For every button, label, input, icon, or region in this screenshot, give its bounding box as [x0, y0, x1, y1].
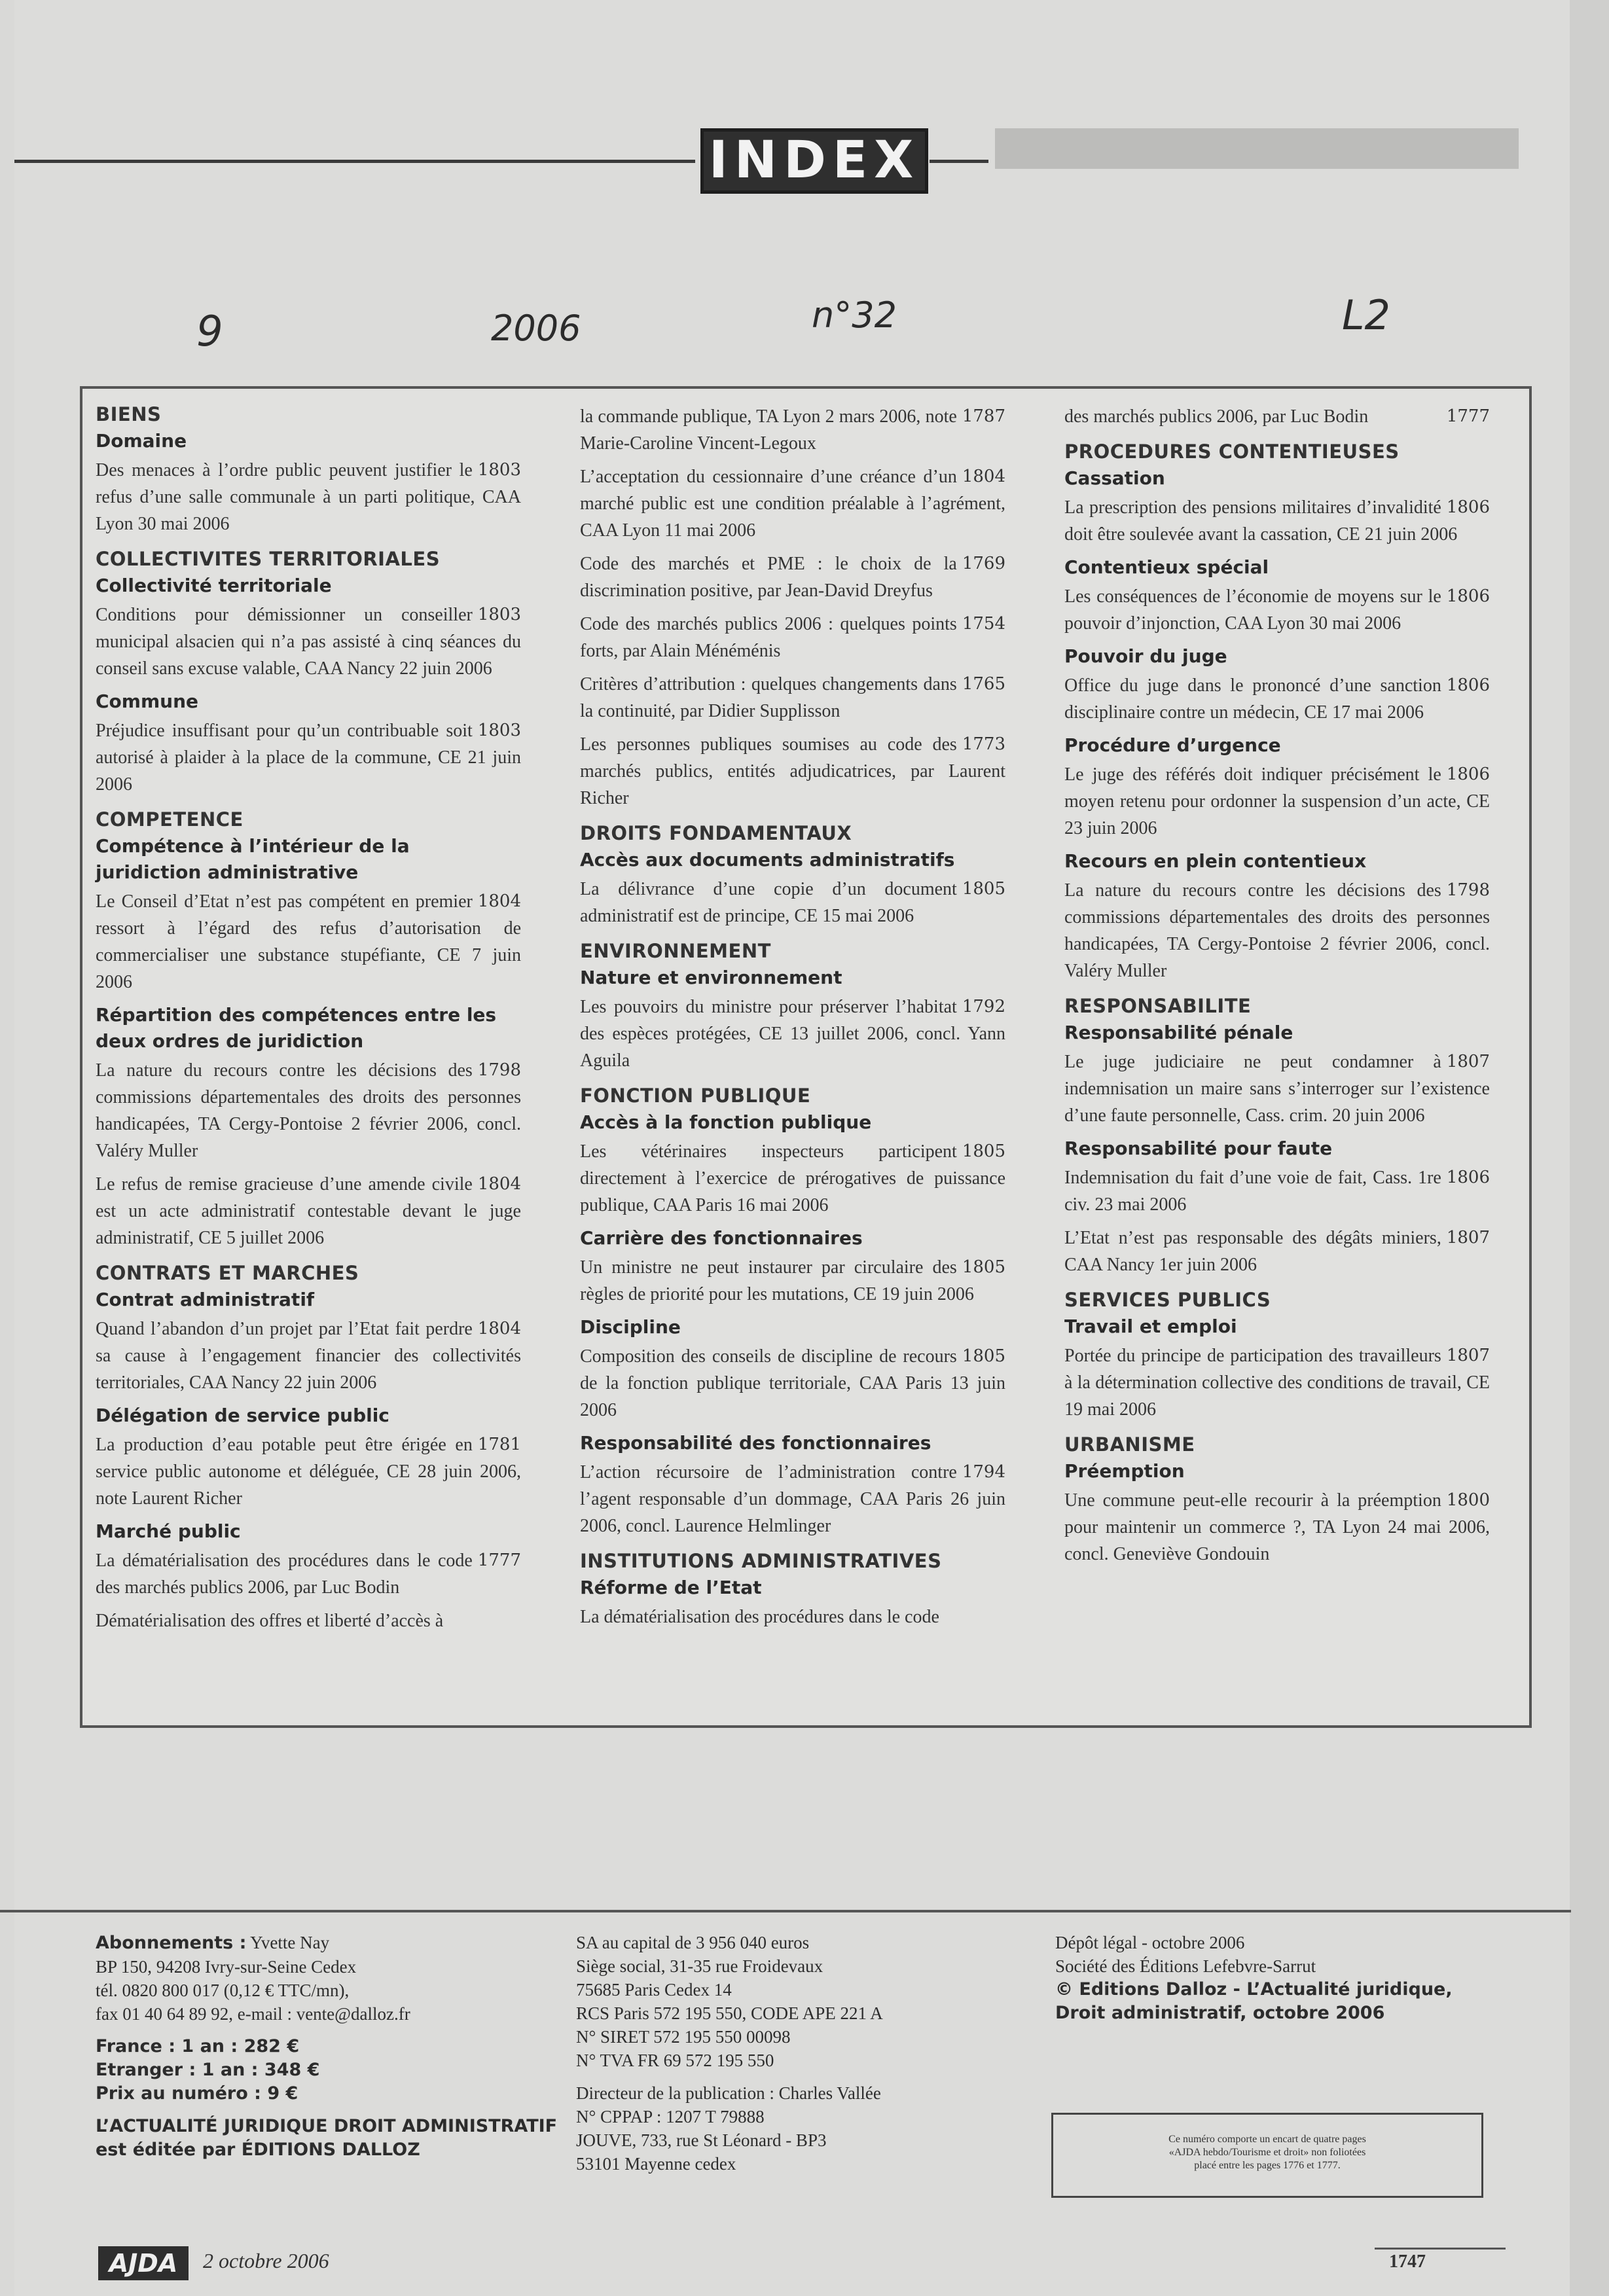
index-entry [1064, 494, 1490, 548]
section-heading: INSTITUTIONS ADMINISTRATIVES [580, 1550, 942, 1572]
entry-page-number: 1807 [1446, 1346, 1490, 1365]
handwritten-note-4: L2 [1342, 291, 1390, 339]
entry-text: Quand l’abandon d’un projet par l’Etat fait perdre sa cause à l’engagement financier des collectivités territoriales, CAA Nancy 22 juin 2006 [96, 1319, 521, 1393]
subsection-heading: Commune [96, 691, 198, 712]
printer-address: JOUVE, 733, rue St Léonard - BP3 [576, 2130, 827, 2150]
index-entry [580, 1254, 1005, 1308]
entry-text: Les pouvoirs du ministre pour préserver l’habitat des espèces protégées, CE 13 juillet 2006, concl. Yann Aguila [580, 997, 1005, 1071]
entry-page-number: 1781 [477, 1435, 521, 1454]
page-number-rule [1375, 2248, 1506, 2250]
subsection-heading: Recours en plein contentieux [1064, 850, 1367, 872]
page-number: 1747 [1389, 2251, 1426, 2272]
section-heading: COLLECTIVITES TERRITORIALES [96, 548, 441, 570]
subsection-heading: Carrière des fonctionnaires [580, 1227, 863, 1249]
subsection-heading: Discipline [580, 1316, 681, 1338]
entry-page-number: 1805 [962, 1346, 1005, 1366]
index-entry [96, 1171, 521, 1251]
index-column-1 [96, 403, 521, 1641]
section-heading: CONTRATS ET MARCHES [96, 1262, 359, 1284]
entry-page-number: 1806 [1446, 764, 1490, 784]
subsection-heading: Responsabilité pour faute [1064, 1138, 1333, 1159]
handwritten-note-2: 2006 [491, 308, 581, 349]
entry-page-number: 1805 [962, 1257, 1005, 1277]
index-entry [580, 1138, 1005, 1219]
entry-text: des marchés publics 2006, par Luc Bodin [1064, 406, 1369, 427]
index-entry [580, 1459, 1005, 1539]
entry-text: Un ministre ne peut instaurer par circulaire des règles de priorité pour les mutations, CE 19 juin 2006 [580, 1257, 974, 1304]
price-issue: Prix au numéro : 9 € [96, 2083, 298, 2104]
index-entry [96, 1607, 521, 1634]
entry-text: Conditions pour démissionner un conseiller municipal alsacien qui n’a pas assisté à cinq séances du conseil sans excuse valable, CAA Nancy 22 juin 2006 [96, 605, 521, 679]
index-entry [1064, 583, 1490, 637]
index-entry [580, 731, 1005, 812]
index-entry [1064, 1342, 1490, 1423]
index-entry [1064, 672, 1490, 726]
entry-text: L’Etat n’est pas responsable des dégâts miniers, CAA Nancy 1er juin 2006 [1064, 1228, 1441, 1275]
publisher-line-1: L’ACTUALITÉ JURIDIQUE DROIT ADMINISTRATIF [96, 2116, 558, 2136]
subsection-heading: Pouvoir du juge [1064, 645, 1227, 667]
index-column-2 [580, 403, 1005, 1637]
entry-page-number: 1804 [477, 891, 521, 911]
entry-text: Portée du principe de participation des travailleurs à la détermination collective des conditions de travail, CE 19 mai 2006 [1064, 1346, 1490, 1420]
entry-page-number: 1800 [1446, 1490, 1490, 1510]
entry-text: la commande publique, TA Lyon 2 mars 2006, note Marie-Caroline Vincent-Legoux [580, 406, 957, 454]
index-entry [1064, 403, 1490, 430]
entry-page-number: 1805 [962, 879, 1005, 899]
index-entry [580, 671, 1005, 725]
entry-text: Préjudice insuffisant pour qu’un contribuable soit autorisé à plaider à la place de la commune, CE 21 juin 2006 [96, 721, 521, 795]
footer-legal [1055, 1931, 1527, 2025]
publication-director: Directeur de la publication : Charles Vallée [576, 2083, 881, 2103]
section-heading: SERVICES PUBLICS [1064, 1289, 1271, 1311]
entry-text: Les vétérinaires inspecteurs participent directement à l’exercice de prérogatives de puissance publique, CAA Paris 16 mai 2006 [580, 1141, 1005, 1215]
entry-page-number: 1804 [962, 467, 1005, 486]
subsection-heading: Répartition des compétences entre les deux ordres de juridiction [96, 1004, 497, 1052]
subsection-heading: Contentieux spécial [1064, 556, 1269, 578]
entry-page-number: 1769 [962, 554, 1005, 573]
section-heading: BIENS [96, 403, 162, 425]
entry-page-number: 1803 [477, 721, 521, 740]
entry-page-number: 1806 [1446, 1168, 1490, 1187]
subsection-heading: Accès à la fonction publique [580, 1111, 872, 1133]
company-siret: N° SIRET 572 195 550 00098 [576, 2027, 791, 2047]
printer-city: 53101 Mayenne cedex [576, 2154, 736, 2174]
entry-text: L’action récursoire de l’administration contre l’agent responsable d’un dommage, CAA Paris 26 juin 2006, concl. Laurence Helmlinger [580, 1462, 1005, 1536]
subsection-heading: Responsabilité des fonctionnaires [580, 1432, 931, 1454]
cppap-number: N° CPPAP : 1207 T 79888 [576, 2107, 765, 2126]
entry-text: La délivrance d’une copie d’un document administratif est de principe, CE 15 mai 2006 [580, 879, 957, 926]
entry-page-number: 1803 [477, 460, 521, 480]
index-entry [1064, 1049, 1490, 1129]
entry-text: Une commune peut-elle recourir à la préemption pour maintenir un commerce ?, TA Lyon 24 mai 2006, concl. Geneviève Gondouin [1064, 1490, 1490, 1564]
entry-page-number: 1787 [962, 406, 1005, 426]
subsection-heading: Compétence à l’intérieur de la juridiction administrative [96, 835, 410, 883]
subscriptions-contact: Yvette Nay [250, 1933, 330, 1952]
entry-page-number: 1798 [477, 1060, 521, 1080]
entry-text: Le refus de remise gracieuse d’une amende civile est un acte administratif contestable devant le juge administratif, CE 5 juillet 2006 [96, 1174, 521, 1248]
index-column-3 [1064, 403, 1490, 1574]
index-entry [96, 1547, 521, 1601]
entry-text: Office du juge dans le prononcé d’une sanction disciplinaire contre un médecin, CE 17 mai 2006 [1064, 675, 1441, 723]
subsection-heading: Contrat administratif [96, 1289, 315, 1310]
entry-page-number: 1777 [1446, 406, 1490, 426]
section-heading: COMPETENCE [96, 808, 244, 831]
entry-page-number: 1794 [962, 1462, 1005, 1482]
entry-page-number: 1765 [962, 674, 1005, 694]
header-rule-right [930, 160, 988, 163]
entry-text: La dématérialisation des procédures dans le code des marchés publics 2006, par Luc Bodin [96, 1551, 473, 1598]
entry-page-number: 1754 [962, 614, 1005, 634]
bleed-through-tab [995, 128, 1519, 169]
price-france: France : 1 an : 282 € [96, 2036, 300, 2056]
index-entry [580, 550, 1005, 604]
entry-text: L’acceptation du cessionnaire d’une créance d’un marché public est une condition préalable à l’agrément, CAA Lyon 11 mai 2006 [580, 467, 1005, 541]
subsection-heading: Procédure d’urgence [1064, 734, 1281, 756]
insert-notice [1051, 2113, 1483, 2198]
footer-company [576, 1931, 1047, 2176]
index-entry [580, 463, 1005, 544]
entry-text: Le juge judiciaire ne peut condamner à indemnisation un maire sans s’interroger sur l’existence d’une faute personnelle, Cass. crim. 20 juin 2006 [1064, 1052, 1490, 1126]
entry-text: Indemnisation du fait d’une voie de fait, Cass. 1re civ. 23 mai 2006 [1064, 1168, 1441, 1215]
handwritten-note-1: 9 [196, 308, 223, 356]
subsection-heading: Marché public [96, 1520, 241, 1542]
index-entry [1064, 1487, 1490, 1568]
index-entry [96, 1431, 521, 1512]
insert-notice-line-3: placé entre les pages 1776 et 1777. [1194, 2160, 1341, 2171]
entry-page-number: 1806 [1446, 586, 1490, 606]
entry-page-number: 1806 [1446, 675, 1490, 695]
company-seat: Siège social, 31-35 rue Froidevaux [576, 1956, 823, 1976]
insert-notice-line-2: «AJDA hebdo/Tourisme et droit» non foliotées [1168, 2147, 1366, 2158]
subsection-heading: Nature et environnement [580, 967, 842, 988]
entry-page-number: 1804 [477, 1319, 521, 1338]
index-entry [96, 1316, 521, 1396]
legal-deposit: Dépôt légal - octobre 2006 [1055, 1933, 1245, 1952]
footer-rule [0, 1910, 1571, 1912]
index-entry [96, 1057, 521, 1164]
entry-page-number: 1804 [477, 1174, 521, 1194]
subsection-heading: Réforme de l’Etat [580, 1577, 762, 1598]
entry-page-number: 1792 [962, 997, 1005, 1016]
index-entry [1064, 1164, 1490, 1218]
brand-logo: AJDA [98, 2246, 189, 2280]
entry-text: Composition des conseils de discipline de recours de la fonction publique territoriale, CAA Paris 13 juin 2006 [580, 1346, 1005, 1420]
subsection-heading: Travail et emploi [1064, 1316, 1237, 1337]
company-tva: N° TVA FR 69 572 195 550 [576, 2051, 774, 2070]
page-title: INDEX [700, 128, 928, 194]
index-entry [580, 876, 1005, 929]
index-entry [580, 403, 1005, 457]
entry-text: La nature du recours contre les décisions des commissions départementales des droits des personnes handicapées, TA Cergy-Pontoise 2 février 2006, concl. Valéry Muller [1064, 880, 1490, 981]
entry-text: La prescription des pensions militaires d’invalidité doit être soulevée avant la cassation, CE 21 juin 2006 [1064, 497, 1458, 545]
insert-notice-line-1: Ce numéro comporte un encart de quatre pages [1168, 2134, 1366, 2145]
entry-page-number: 1777 [477, 1551, 521, 1570]
entry-text: Dématérialisation des offres et liberté d’accès à [96, 1611, 444, 1631]
entry-text: Les personnes publiques soumises au code des marchés publics, entités adjudicatrices, par Laurent Richer [580, 734, 1005, 808]
index-entry [580, 1604, 1005, 1630]
subsection-heading: Accès aux documents administratifs [580, 849, 955, 870]
index-entry [580, 1343, 1005, 1424]
company-capital: SA au capital de 3 956 040 euros [576, 1933, 810, 1952]
entry-text: Le juge des référés doit indiquer précisément le moyen retenu pour ordonner la suspension d’un acte, CE 23 juin 2006 [1064, 764, 1490, 838]
entry-text: La production d’eau potable peut être érigée en service public autonome et déléguée, CE 28 juin 2006, note Laurent Richer [96, 1435, 521, 1509]
section-heading: FONCTION PUBLIQUE [580, 1085, 811, 1107]
index-entry [580, 611, 1005, 664]
page-edge [1570, 0, 1609, 2296]
subscriptions-phone: tél. 0820 800 017 (0,12 € TTC/mn), [96, 1981, 350, 2000]
section-heading: PROCEDURES CONTENTIEUSES [1064, 440, 1400, 463]
index-entry [580, 994, 1005, 1074]
entry-text: La nature du recours contre les décisions des commissions départementales des droits des personnes handicapées, TA Cergy-Pontoise 2 février 2006, concl. Valéry Muller [96, 1060, 521, 1161]
price-abroad: Etranger : 1 an : 348 € [96, 2060, 320, 2080]
index-entry [96, 457, 521, 537]
entry-page-number: 1807 [1446, 1228, 1490, 1247]
copyright-line-1: © Editions Dalloz - L’Actualité juridique, [1055, 1979, 1453, 2000]
legal-company: Société des Éditions Lefebvre-Sarrut [1055, 1956, 1316, 1976]
entry-text: Des menaces à l’ordre public peuvent justifier le refus d’une salle communale à un parti politique, CAA Lyon 30 mai 2006 [96, 460, 521, 534]
publisher-line-2: est éditée par ÉDITIONS DALLOZ [96, 2140, 420, 2160]
entry-page-number: 1805 [962, 1141, 1005, 1161]
entry-page-number: 1807 [1446, 1052, 1490, 1071]
index-entry [96, 888, 521, 996]
footer-subscriptions [96, 1931, 558, 2162]
copyright-line-2: Droit administratif, octobre 2006 [1055, 2003, 1385, 2023]
entry-text: La dématérialisation des procédures dans le code [580, 1607, 939, 1627]
entry-text: Code des marchés publics 2006 : quelques points forts, par Alain Ménéménis [580, 614, 957, 661]
entry-text: Le Conseil d’Etat n’est pas compétent en premier ressort à l’égard des refus d’autorisation de commercialiser une substance stupéfiante, CE 7 juin 2006 [96, 891, 521, 992]
entry-text: Code des marchés et PME : le choix de la discrimination positive, par Jean-David Dreyfus [580, 554, 957, 601]
entry-page-number: 1806 [1446, 497, 1490, 517]
subsection-heading: Responsabilité pénale [1064, 1022, 1293, 1043]
index-entry [1064, 877, 1490, 984]
subscriptions-fax-email: fax 01 40 64 89 92, e-mail : vente@dalloz.fr [96, 2004, 410, 2024]
entry-page-number: 1803 [477, 605, 521, 624]
entry-page-number: 1798 [1446, 880, 1490, 900]
index-entry [96, 601, 521, 682]
subsection-heading: Collectivité territoriale [96, 575, 332, 596]
subscriptions-label: Abonnements : [96, 1933, 247, 1953]
index-box [80, 386, 1532, 1728]
issue-date: 2 octobre 2006 [203, 2249, 329, 2272]
subsection-heading: Cassation [1064, 467, 1165, 489]
subsection-heading: Délégation de service public [96, 1405, 389, 1426]
company-city: 75685 Paris Cedex 14 [576, 1980, 732, 2000]
handwritten-note-3: n°32 [812, 295, 897, 336]
section-heading: RESPONSABILITE [1064, 995, 1252, 1017]
entry-text: Les conséquences de l’économie de moyens sur le pouvoir d’injonction, CAA Lyon 30 mai 2006 [1064, 586, 1441, 634]
index-entry [1064, 761, 1490, 842]
subsection-heading: Domaine [96, 430, 187, 452]
subsection-heading: Préemption [1064, 1460, 1185, 1482]
index-entry [1064, 1225, 1490, 1278]
company-rcs: RCS Paris 572 195 550, CODE APE 221 A [576, 2003, 883, 2023]
section-heading: URBANISME [1064, 1433, 1195, 1456]
entry-text: Critères d’attribution : quelques changements dans la continuité, par Didier Supplisson [580, 674, 957, 721]
index-entry [96, 717, 521, 798]
entry-page-number: 1773 [962, 734, 1005, 754]
header-rule-left [14, 160, 695, 163]
section-heading: DROITS FONDAMENTAUX [580, 822, 852, 844]
section-heading: ENVIRONNEMENT [580, 940, 771, 962]
subscriptions-address: BP 150, 94208 Ivry-sur-Seine Cedex [96, 1957, 357, 1977]
